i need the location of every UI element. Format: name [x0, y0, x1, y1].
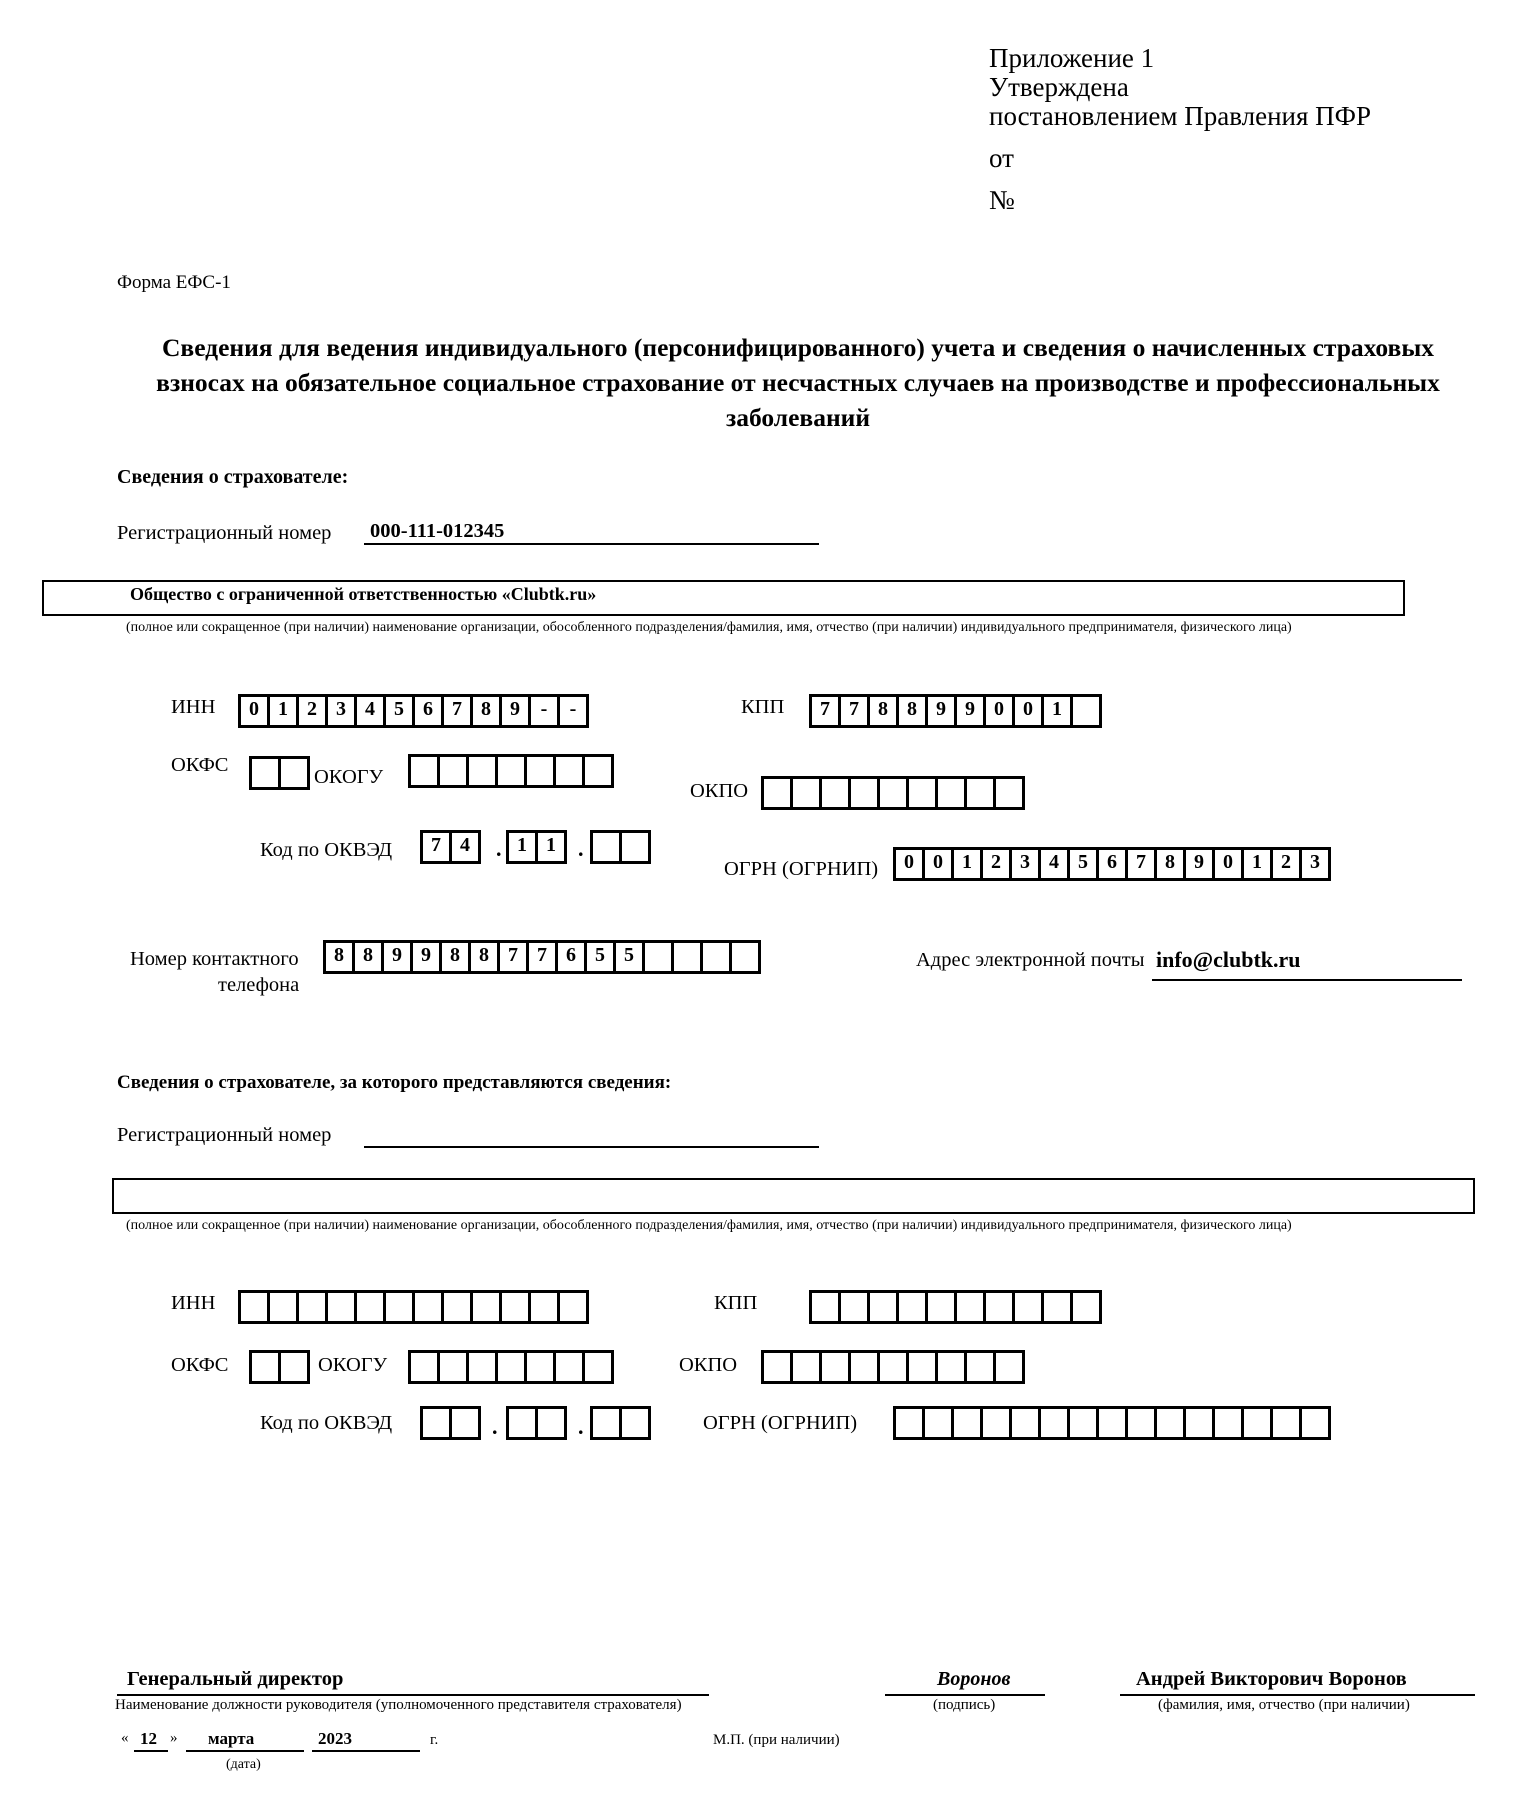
approval-line-3: постановлением Правления ПФР: [989, 101, 1371, 131]
signature-value: Воронов: [937, 1668, 1011, 1690]
position-value: Генеральный директор: [127, 1668, 344, 1690]
date-day-field[interactable]: [134, 1728, 168, 1752]
digit-cell[interactable]: [822, 1350, 851, 1384]
digit-cell[interactable]: 5: [1070, 847, 1099, 881]
okved-dot-3: .: [492, 1414, 498, 1439]
insurer-kpp-cells[interactable]: [809, 694, 1102, 728]
digit-cell[interactable]: 9: [1186, 847, 1215, 881]
digit-cell[interactable]: 5: [587, 940, 616, 974]
insurer-email-value: info@clubtk.ru: [1156, 947, 1301, 972]
digit-cell[interactable]: 2: [1273, 847, 1302, 881]
digit-cell[interactable]: [531, 1290, 560, 1324]
digit-cell[interactable]: [527, 754, 556, 788]
approval-line-4: от: [989, 143, 1014, 173]
fullname-field[interactable]: [1120, 1668, 1475, 1696]
digit-cell[interactable]: [556, 1350, 585, 1384]
digit-cell[interactable]: 1: [1044, 694, 1073, 728]
digit-cell[interactable]: [281, 756, 310, 790]
represented-okved-b[interactable]: [506, 1406, 567, 1440]
digit-cell[interactable]: [925, 1406, 954, 1440]
digit-cell[interactable]: [896, 1406, 925, 1440]
digit-cell[interactable]: 8: [1157, 847, 1186, 881]
digit-cell[interactable]: [299, 1290, 328, 1324]
digit-cell[interactable]: 8: [473, 694, 502, 728]
digit-cell[interactable]: 0: [925, 847, 954, 881]
digit-cell[interactable]: [469, 754, 498, 788]
digit-cell[interactable]: 4: [1041, 847, 1070, 881]
digit-cell[interactable]: 8: [442, 940, 471, 974]
approval-block: [989, 44, 1371, 215]
insurer-heading: Сведения о страхователе:: [117, 466, 349, 488]
digit-cell[interactable]: [938, 1350, 967, 1384]
digit-cell[interactable]: [593, 1406, 622, 1440]
digit-cell[interactable]: 6: [558, 940, 587, 974]
digit-cell[interactable]: [498, 1350, 527, 1384]
represented-org-note: (полное или сокращенное (при наличии) наименование организации, обособленного подразделения/фамилия, имя, отчество (при наличии) индивидуального предпринимателя, физического лица): [126, 1218, 1292, 1233]
digit-cell[interactable]: 7: [529, 940, 558, 974]
digit-cell[interactable]: 9: [384, 940, 413, 974]
stamp-note: М.П. (при наличии): [713, 1732, 840, 1748]
approval-line-5: №: [989, 185, 1015, 215]
insurer-inn-cells[interactable]: [238, 694, 589, 728]
digit-cell[interactable]: [538, 1406, 567, 1440]
insurer-email-field[interactable]: [1152, 946, 1462, 981]
digit-cell[interactable]: 8: [355, 940, 384, 974]
signature-note: (подпись): [933, 1697, 996, 1713]
digit-cell[interactable]: [386, 1290, 415, 1324]
digit-cell[interactable]: 5: [386, 694, 415, 728]
digit-cell[interactable]: [241, 1290, 270, 1324]
date-year-suffix: г.: [430, 1732, 439, 1748]
represented-okved-c[interactable]: [590, 1406, 651, 1440]
digit-cell[interactable]: [645, 940, 674, 974]
digit-cell[interactable]: 1: [509, 830, 538, 864]
digit-cell[interactable]: [851, 776, 880, 810]
insurer-reg-field[interactable]: [364, 518, 819, 545]
insurer-phone-label-2: телефона: [218, 974, 300, 996]
digit-cell[interactable]: [440, 1350, 469, 1384]
represented-okpo-cells[interactable]: [761, 1350, 1025, 1384]
insurer-ogrn-cells[interactable]: [893, 847, 1331, 881]
digit-cell[interactable]: 4: [357, 694, 386, 728]
digit-cell[interactable]: [880, 1350, 909, 1384]
insurer-org-name-field[interactable]: [42, 580, 1405, 616]
insurer-email-label: Адрес электронной почты: [916, 949, 1145, 971]
digit-cell[interactable]: 2: [983, 847, 1012, 881]
date-note: (дата): [226, 1757, 261, 1772]
digit-cell[interactable]: [585, 754, 614, 788]
digit-cell[interactable]: 7: [500, 940, 529, 974]
digit-cell[interactable]: [812, 1290, 841, 1324]
digit-cell[interactable]: -: [560, 694, 589, 728]
represented-okved-label: Код по ОКВЭД: [260, 1412, 393, 1434]
digit-cell[interactable]: 4: [452, 830, 481, 864]
digit-cell[interactable]: [1302, 1406, 1331, 1440]
digit-cell[interactable]: [357, 1290, 386, 1324]
fullname-note: (фамилия, имя, отчество (при наличии): [1158, 1697, 1410, 1713]
represented-okfs-label: ОКФС: [171, 1354, 229, 1376]
digit-cell[interactable]: [967, 776, 996, 810]
digit-cell[interactable]: [822, 776, 851, 810]
digit-cell[interactable]: [1099, 1406, 1128, 1440]
digit-cell[interactable]: [560, 1290, 589, 1324]
digit-cell[interactable]: 3: [328, 694, 357, 728]
digit-cell[interactable]: 9: [413, 940, 442, 974]
digit-cell[interactable]: [1244, 1406, 1273, 1440]
digit-cell[interactable]: [1012, 1406, 1041, 1440]
digit-cell[interactable]: 0: [986, 694, 1015, 728]
digit-cell[interactable]: 7: [444, 694, 473, 728]
digit-cell[interactable]: 0: [241, 694, 270, 728]
digit-cell[interactable]: [764, 776, 793, 810]
digit-cell[interactable]: 0: [896, 847, 925, 881]
digit-cell[interactable]: [703, 940, 732, 974]
insurer-inn-label: ИНН: [171, 696, 216, 718]
digit-cell[interactable]: [899, 1290, 928, 1324]
position-field[interactable]: [117, 1668, 709, 1696]
represented-heading: Сведения о страхователе, за которого представляются сведения:: [117, 1072, 672, 1093]
signature-field[interactable]: [885, 1668, 1045, 1696]
insurer-okfs-cells[interactable]: [249, 756, 310, 790]
represented-reg-field[interactable]: [364, 1121, 819, 1148]
digit-cell[interactable]: 5: [616, 940, 645, 974]
digit-cell[interactable]: 7: [812, 694, 841, 728]
form-code: Форма ЕФС-1: [117, 272, 231, 293]
digit-cell[interactable]: [996, 1350, 1025, 1384]
represented-reg-label: Регистрационный номер: [117, 1124, 332, 1146]
digit-cell[interactable]: [1273, 1406, 1302, 1440]
digit-cell[interactable]: [957, 1290, 986, 1324]
okved-dot-2: .: [578, 836, 584, 861]
digit-cell[interactable]: [469, 1350, 498, 1384]
digit-cell[interactable]: [593, 830, 622, 864]
represented-inn-label: ИНН: [171, 1292, 216, 1314]
digit-cell[interactable]: [1073, 694, 1102, 728]
digit-cell[interactable]: 7: [841, 694, 870, 728]
insurer-okved-a[interactable]: [420, 830, 481, 864]
insurer-reg-label: Регистрационный номер: [117, 522, 332, 544]
digit-cell[interactable]: [880, 776, 909, 810]
digit-cell[interactable]: [870, 1290, 899, 1324]
insurer-okfs-label: ОКФС: [171, 754, 229, 776]
digit-cell[interactable]: [270, 1290, 299, 1324]
insurer-okved-b[interactable]: [506, 830, 567, 864]
represented-ogrn-cells[interactable]: [893, 1406, 1331, 1440]
digit-cell[interactable]: [1041, 1406, 1070, 1440]
digit-cell[interactable]: [909, 1350, 938, 1384]
okved-dot-1: .: [496, 836, 502, 861]
digit-cell[interactable]: [986, 1290, 1015, 1324]
insurer-kpp-label: КПП: [741, 696, 785, 718]
insurer-okved-label: Код по ОКВЭД: [260, 839, 393, 861]
represented-okogu-cells[interactable]: [408, 1350, 614, 1384]
digit-cell[interactable]: 0: [1215, 847, 1244, 881]
digit-cell[interactable]: [444, 1290, 473, 1324]
digit-cell[interactable]: [473, 1290, 502, 1324]
insurer-reg-value: 000-111-012345: [370, 520, 505, 542]
digit-cell[interactable]: [411, 754, 440, 788]
represented-kpp-cells[interactable]: [809, 1290, 1102, 1324]
digit-cell[interactable]: [622, 830, 651, 864]
digit-cell[interactable]: [585, 1350, 614, 1384]
digit-cell[interactable]: -: [531, 694, 560, 728]
date-month: марта: [208, 1729, 255, 1748]
digit-cell[interactable]: [509, 1406, 538, 1440]
digit-cell[interactable]: 8: [899, 694, 928, 728]
digit-cell[interactable]: [423, 1406, 452, 1440]
digit-cell[interactable]: [1070, 1406, 1099, 1440]
digit-cell[interactable]: [983, 1406, 1012, 1440]
digit-cell[interactable]: [1015, 1290, 1044, 1324]
digit-cell[interactable]: [732, 940, 761, 974]
digit-cell[interactable]: [764, 1350, 793, 1384]
document-title: Сведения для ведения индивидуального (персонифицированного) учета и сведения о начисленных страховых взносах на обязательное социальное страхование от несчастных случаев на производстве и профессиональных заболеваний: [156, 333, 1440, 432]
digit-cell[interactable]: [909, 776, 938, 810]
digit-cell[interactable]: 1: [538, 830, 567, 864]
digit-cell[interactable]: 3: [1302, 847, 1331, 881]
digit-cell[interactable]: 1: [1244, 847, 1273, 881]
insurer-okogu-cells[interactable]: [408, 754, 614, 788]
insurer-okved-c[interactable]: [590, 830, 651, 864]
insurer-okpo-cells[interactable]: [761, 776, 1025, 810]
digit-cell[interactable]: [281, 1350, 310, 1384]
digit-cell[interactable]: 8: [870, 694, 899, 728]
digit-cell[interactable]: 6: [1099, 847, 1128, 881]
digit-cell[interactable]: 7: [423, 830, 452, 864]
insurer-okpo-label: ОКПО: [690, 780, 749, 802]
digit-cell[interactable]: [556, 754, 585, 788]
date-month-field[interactable]: [186, 1728, 304, 1752]
digit-cell[interactable]: [527, 1350, 556, 1384]
represented-okved-a[interactable]: [420, 1406, 481, 1440]
digit-cell[interactable]: [967, 1350, 996, 1384]
digit-cell[interactable]: 7: [1128, 847, 1157, 881]
digit-cell[interactable]: [674, 940, 703, 974]
digit-cell[interactable]: [1186, 1406, 1215, 1440]
digit-cell[interactable]: [622, 1406, 651, 1440]
represented-inn-cells[interactable]: [238, 1290, 589, 1324]
digit-cell[interactable]: [328, 1290, 357, 1324]
insurer-okogu-label: ОКОГУ: [314, 766, 384, 788]
digit-cell[interactable]: [928, 1290, 957, 1324]
digit-cell[interactable]: [502, 1290, 531, 1324]
approval-line-2: Утверждена: [989, 72, 1129, 102]
date-day: 12: [140, 1729, 157, 1748]
digit-cell[interactable]: [851, 1350, 880, 1384]
digit-cell[interactable]: [1044, 1290, 1073, 1324]
digit-cell[interactable]: [938, 776, 967, 810]
digit-cell[interactable]: [841, 1290, 870, 1324]
represented-okfs-cells[interactable]: [249, 1350, 310, 1384]
insurer-org-name: Общество с ограниченной ответственностью «Clubtk.ru»: [130, 584, 597, 604]
digit-cell[interactable]: [411, 1350, 440, 1384]
fullname-value: Андрей Викторович Воронов: [1136, 1668, 1407, 1690]
insurer-org-note: (полное или сокращенное (при наличии) наименование организации, обособленного подразделения/фамилия, имя, отчество (при наличии) индивидуального предпринимателя, физического лица): [126, 620, 1292, 635]
digit-cell[interactable]: [415, 1290, 444, 1324]
represented-ogrn-label: ОГРН (ОГРНИП): [703, 1412, 858, 1434]
digit-cell[interactable]: 1: [954, 847, 983, 881]
represented-org-name-field[interactable]: [112, 1178, 1475, 1214]
digit-cell[interactable]: [252, 1350, 281, 1384]
digit-cell[interactable]: 1: [270, 694, 299, 728]
digit-cell[interactable]: 9: [957, 694, 986, 728]
insurer-phone-cells[interactable]: [323, 940, 761, 974]
represented-kpp-label: КПП: [714, 1292, 758, 1314]
digit-cell[interactable]: [252, 756, 281, 790]
digit-cell[interactable]: [1215, 1406, 1244, 1440]
digit-cell[interactable]: 6: [415, 694, 444, 728]
digit-cell[interactable]: 9: [928, 694, 957, 728]
digit-cell[interactable]: 2: [299, 694, 328, 728]
date-quote-open: «: [121, 1730, 129, 1746]
digit-cell[interactable]: [440, 754, 469, 788]
digit-cell[interactable]: 0: [1015, 694, 1044, 728]
position-note: Наименование должности руководителя (уполномоченного представителя страхователя): [115, 1697, 682, 1713]
digit-cell[interactable]: [1128, 1406, 1157, 1440]
digit-cell[interactable]: [954, 1406, 983, 1440]
insurer-phone-label-1: Номер контактного: [130, 948, 299, 970]
approval-line-1: Приложение 1: [989, 43, 1155, 73]
date-year-field[interactable]: [312, 1728, 420, 1752]
digit-cell[interactable]: [793, 1350, 822, 1384]
digit-cell[interactable]: [498, 754, 527, 788]
represented-okogu-label: ОКОГУ: [318, 1354, 388, 1376]
digit-cell[interactable]: 3: [1012, 847, 1041, 881]
insurer-ogrn-label: ОГРН (ОГРНИП): [724, 858, 879, 880]
digit-cell[interactable]: [452, 1406, 481, 1440]
digit-cell[interactable]: [996, 776, 1025, 810]
digit-cell[interactable]: 8: [326, 940, 355, 974]
okved-dot-4: .: [578, 1414, 584, 1439]
date-quote-close: »: [170, 1730, 178, 1746]
digit-cell[interactable]: [793, 776, 822, 810]
represented-okpo-label: ОКПО: [679, 1354, 738, 1376]
digit-cell[interactable]: 9: [502, 694, 531, 728]
digit-cell[interactable]: 8: [471, 940, 500, 974]
digit-cell[interactable]: [1157, 1406, 1186, 1440]
date-year: 2023: [318, 1729, 352, 1748]
digit-cell[interactable]: [1073, 1290, 1102, 1324]
